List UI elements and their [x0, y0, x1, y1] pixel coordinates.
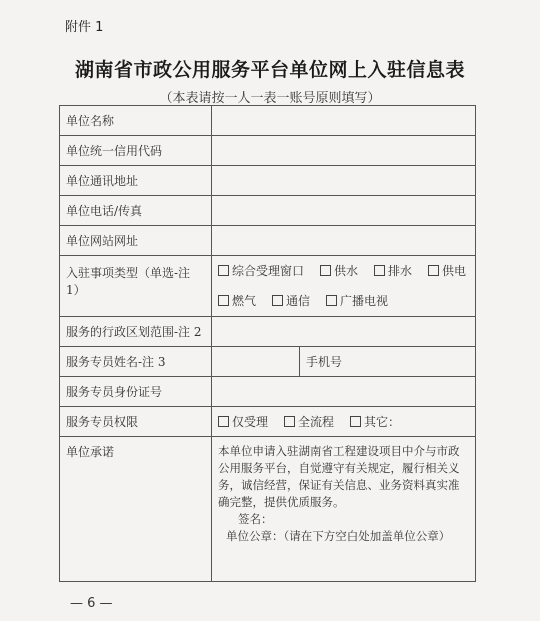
option-accept-only[interactable]: 仅受理: [218, 413, 268, 430]
checkbox-icon: [218, 416, 229, 427]
label-staff-name: 服务专员姓名-注 3: [60, 347, 212, 377]
checkbox-icon: [218, 265, 229, 276]
field-region[interactable]: [212, 317, 476, 347]
registration-form-table: [59, 105, 476, 582]
permission-options: [212, 407, 476, 437]
option-window[interactable]: 综合受理窗口: [218, 256, 304, 286]
option-telecom[interactable]: 通信: [272, 286, 310, 316]
field-phone-fax[interactable]: [212, 196, 476, 226]
row-address: [60, 166, 476, 196]
promise-content: [212, 437, 476, 582]
mobile-cell[interactable]: [300, 347, 476, 377]
row-phone-fax: [60, 196, 476, 226]
checkbox-icon: [326, 295, 337, 306]
page-number: — 6 —: [70, 596, 113, 611]
row-credit-code: [60, 136, 476, 166]
row-unit-name: [60, 106, 476, 136]
form-subtitle: （本表请按一人一表一账号原则填写）: [159, 91, 381, 106]
label-unit-name: 单位名称: [60, 106, 212, 136]
checkbox-icon: [272, 295, 283, 306]
row-staff-name: [60, 347, 476, 377]
row-promise: [60, 437, 476, 582]
option-full-process[interactable]: 全流程: [284, 413, 334, 430]
row-staff-id: [60, 377, 476, 407]
label-staff-id: 服务专员身份证号: [60, 377, 212, 407]
checkbox-icon: [428, 265, 439, 276]
row-region: [60, 317, 476, 347]
field-address[interactable]: [212, 166, 476, 196]
option-drainage[interactable]: 排水: [374, 256, 412, 286]
checkbox-icon: [320, 265, 331, 276]
checkbox-icon: [350, 416, 361, 427]
option-power[interactable]: 供电: [428, 256, 466, 286]
field-staff-name[interactable]: [212, 347, 300, 377]
option-gas[interactable]: 燃气: [218, 286, 256, 316]
label-permission: 服务专员权限: [60, 407, 212, 437]
field-credit-code[interactable]: [212, 136, 476, 166]
row-permission: [60, 407, 476, 437]
entry-type-options: [212, 256, 476, 317]
field-website[interactable]: [212, 226, 476, 256]
form-title: 湖南省市政公用服务平台单位网上入驻信息表: [74, 59, 465, 81]
label-website: 单位网站网址: [60, 226, 212, 256]
label-region: 服务的行政区划范围-注 2: [60, 317, 212, 347]
seal-label: 单位公章：（请在下方空白处加盖单位公章）: [226, 529, 451, 543]
checkbox-icon: [374, 265, 385, 276]
label-entry-type: 入驻事项类型（单选-注 1）: [60, 256, 212, 317]
promise-text: 本单位申请入驻湖南省工程建设项目中介与市政公用服务平台，自觉遵守有关规定，履行相关义务，诚信经营，保证有关信息、业务资料真实准确完整，提供优质服务。: [218, 444, 460, 509]
option-other[interactable]: 其它：: [350, 413, 400, 430]
label-promise: 单位承诺: [60, 437, 212, 582]
option-broadcast[interactable]: 广播电视: [326, 286, 388, 316]
attachment-label: 附件 1: [65, 20, 104, 35]
label-phone-fax: 单位电话/传真: [60, 196, 212, 226]
row-website: [60, 226, 476, 256]
field-unit-name[interactable]: [212, 106, 476, 136]
sign-label: 签名：: [238, 512, 273, 526]
row-entry-type: [60, 256, 476, 317]
checkbox-icon: [284, 416, 295, 427]
option-water-supply[interactable]: 供水: [320, 256, 358, 286]
field-staff-id[interactable]: [212, 377, 476, 407]
label-credit-code: 单位统一信用代码: [60, 136, 212, 166]
label-address: 单位通讯地址: [60, 166, 212, 196]
label-mobile: 手机号: [306, 355, 343, 369]
checkbox-icon: [218, 295, 229, 306]
